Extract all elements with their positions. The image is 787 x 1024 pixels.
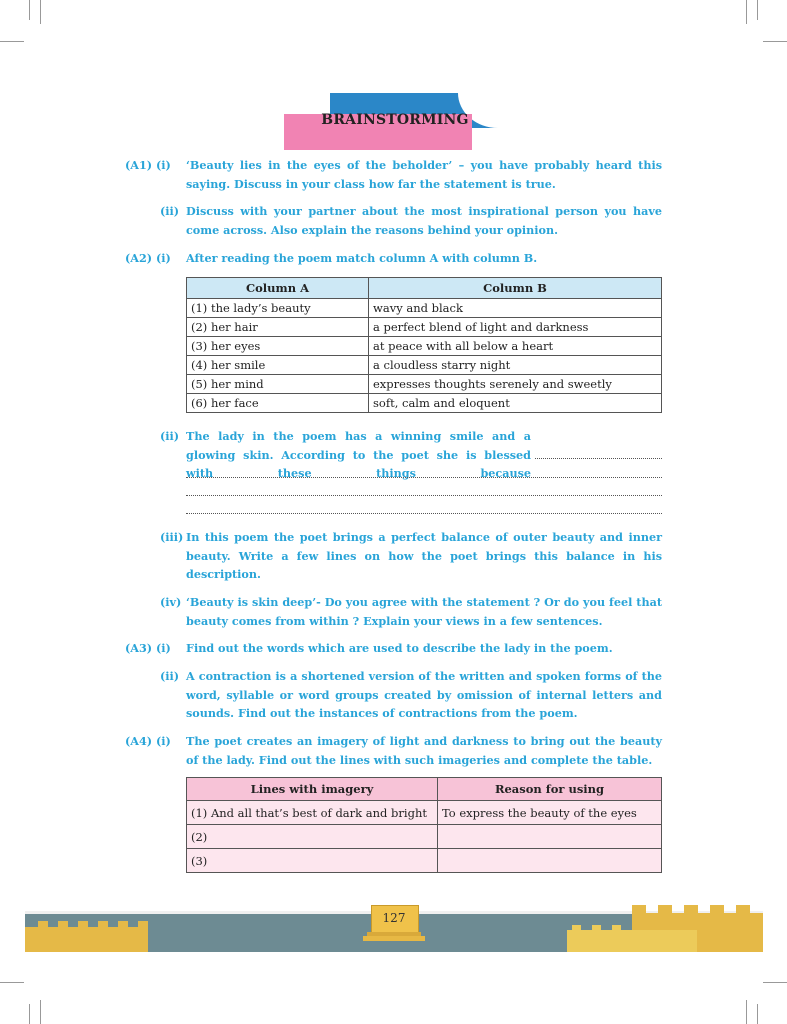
question-text: ‘Beauty lies in the eyes of the beholder’ – you have probably heard this saying. Discuss in your class how far the statement is true. <box>186 158 662 191</box>
table-row <box>187 849 662 873</box>
question-text: In this poem the poet brings a perfect balance of outer beauty and inner beauty. Write a few lines on how the poet brings this balance in his description. <box>186 530 662 581</box>
castle-merlon <box>58 921 68 928</box>
crop-mark <box>40 1000 41 1024</box>
crop-mark <box>29 0 30 20</box>
question-text: A contraction is a shortened version of the written and spoken forms of the word, syllable or word groups created by omission of internal letters and sounds. Find out the instances of contractions from the poem. <box>186 669 662 720</box>
castle-merlon <box>612 925 621 931</box>
castle-wall-left <box>25 927 148 952</box>
crop-mark <box>29 1004 30 1024</box>
castle-wall-right <box>567 930 697 952</box>
question-label: (iv) <box>160 595 182 609</box>
table-cell: (3) <box>187 849 438 873</box>
table-cell: wavy and black <box>369 299 662 318</box>
table-cell: (6) her face <box>187 394 369 413</box>
table-row <box>187 394 662 413</box>
castle-merlon <box>118 921 128 928</box>
question-text: Discuss with your partner about the most inspirational person you have come across. Also explain the reasons behind your opinion. <box>186 204 662 237</box>
match-columns-table <box>186 277 662 413</box>
page-plaque-base <box>363 936 425 941</box>
table-cell: a cloudless starry night <box>369 356 662 375</box>
table-cell: a perfect blend of light and darkness <box>369 318 662 337</box>
question-label: (A2) (i) <box>125 251 171 265</box>
table-cell: (4) her smile <box>187 356 369 375</box>
answer-line[interactable] <box>535 458 662 459</box>
castle-merlon <box>736 905 750 914</box>
table-header-row <box>187 278 662 299</box>
castle-merlon <box>710 905 724 914</box>
question-text: The poet creates an imagery of light and darkness to bring out the beauty of the lady. Find out the lines with such imageries and complete the table. <box>186 734 662 767</box>
castle-merlon <box>572 925 581 931</box>
question-label: (ii) <box>160 429 180 443</box>
table-cell: expresses thoughts serenely and sweetly <box>369 375 662 394</box>
column-header: Lines with imagery <box>187 778 438 801</box>
table-row <box>187 356 662 375</box>
question-label: (A4) (i) <box>125 734 171 748</box>
page-number: 127 <box>382 911 406 925</box>
answer-line[interactable] <box>186 477 662 478</box>
crop-mark <box>757 0 758 20</box>
table-cell: (2) <box>187 825 438 849</box>
answer-line[interactable] <box>186 495 662 496</box>
question-text: After reading the poem match column A with column B. <box>186 251 538 265</box>
crop-mark <box>746 0 747 24</box>
table-row <box>187 801 662 825</box>
castle-merlon <box>138 921 148 928</box>
castle-merlon <box>98 921 108 928</box>
column-header: Reason for using <box>438 778 662 801</box>
crop-mark <box>757 1004 758 1024</box>
banner-title: BRAINSTORMING <box>321 112 469 128</box>
castle-merlon <box>78 921 88 928</box>
crop-mark <box>0 982 24 983</box>
question-text: ‘Beauty is skin deep’- Do you agree with the statement ? Or do you feel that beauty comes from within ? Explain your views in a few sentences. <box>186 595 662 628</box>
table-row <box>187 825 662 849</box>
imagery-table <box>186 777 662 873</box>
crop-mark <box>0 41 24 42</box>
castle-merlon <box>658 905 672 914</box>
column-header: Column A <box>187 278 369 299</box>
table-cell: (3) her eyes <box>187 337 369 356</box>
crop-mark <box>763 982 787 983</box>
table-row <box>187 318 662 337</box>
column-header: Column B <box>369 278 662 299</box>
question-label: (iii) <box>160 530 184 544</box>
question-text: Find out the words which are used to describe the lady in the poem. <box>186 641 613 655</box>
question-label: (A1) (i) <box>125 158 171 172</box>
table-cell[interactable] <box>438 849 662 873</box>
question-label: (ii) <box>160 204 180 218</box>
table-row <box>187 299 662 318</box>
castle-merlon <box>38 921 48 928</box>
table-cell: To express the beauty of the eyes <box>438 801 662 825</box>
table-cell: (2) her hair <box>187 318 369 337</box>
table-cell: soft, calm and eloquent <box>369 394 662 413</box>
castle-merlon <box>684 905 698 914</box>
answer-line[interactable] <box>186 513 662 514</box>
table-cell: (1) the lady’s beauty <box>187 299 369 318</box>
question-text: The lady in the poem has a winning smile and a glowing skin. According to the poet she is blessed with these things because <box>186 429 531 480</box>
table-row <box>187 375 662 394</box>
crop-mark <box>763 41 787 42</box>
table-row <box>187 337 662 356</box>
table-cell: at peace with all below a heart <box>369 337 662 356</box>
crop-mark <box>746 1000 747 1024</box>
table-cell: (1) And all that’s best of dark and bright <box>187 801 438 825</box>
castle-merlon <box>592 925 601 931</box>
castle-merlon <box>632 905 646 914</box>
table-cell[interactable] <box>438 825 662 849</box>
question-label: (ii) <box>160 669 180 683</box>
table-header-row <box>187 778 662 801</box>
crop-mark <box>40 0 41 24</box>
table-cell: (5) her mind <box>187 375 369 394</box>
question-label: (A3) (i) <box>125 641 171 655</box>
